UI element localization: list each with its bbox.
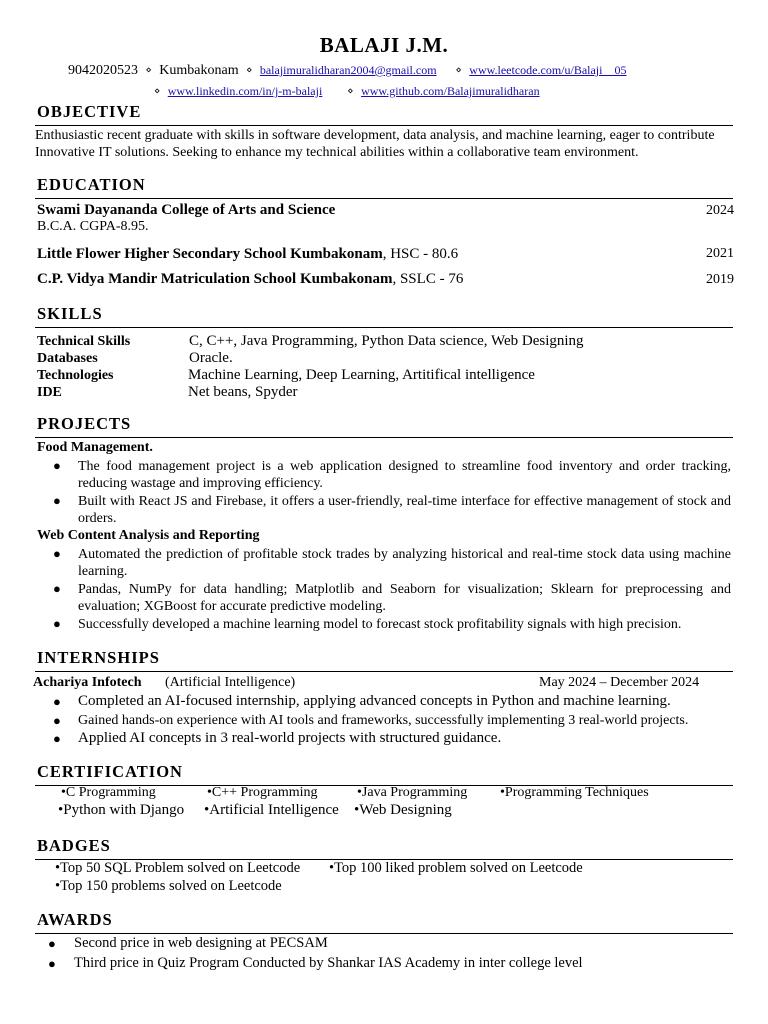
bullet-icon: ●: [53, 458, 61, 473]
section-divider: [35, 125, 733, 126]
award-item: Third price in Quiz Program Conducted by Shankar IAS Academy in inter college level: [74, 955, 583, 971]
contact-line-2: [150, 84, 540, 100]
diamond-separator-icon: ⋄: [154, 86, 161, 97]
skill-label: IDE: [37, 385, 62, 400]
candidate-name: BALAJI J.M.: [319, 33, 449, 57]
diamond-separator-icon: ⋄: [347, 86, 354, 97]
certification-item: •Python with Django: [58, 802, 185, 818]
section-divider: [35, 437, 733, 438]
section-title-objective: OBJECTIVE: [37, 102, 142, 121]
certification-item: •Artificial Intelligence: [204, 802, 339, 818]
leetcode-link[interactable]: www.leetcode.com/u/Balaji__05: [469, 63, 627, 77]
bullet-icon: ●: [53, 616, 61, 631]
education-year: 2021: [706, 246, 734, 261]
school-name: Swami Dayananda College of Arts and Science: [37, 202, 336, 218]
section-title-awards: AWARDS: [37, 910, 113, 929]
project-bullet: Automated the prediction of profitable stock trades by analyzing historical and real-time stock data using machine learning.: [78, 547, 731, 579]
badge-item: •Top 50 SQL Problem solved on Leetcode: [55, 860, 301, 876]
skill-value: Machine Learning, Deep Learning, Artitifical intelligence: [188, 367, 535, 383]
bullet-icon: ●: [48, 956, 56, 971]
diamond-separator-icon: ⋄: [455, 65, 462, 76]
section-title-projects: PROJECTS: [37, 414, 132, 433]
internship-company: Achariya Infotech: [33, 675, 142, 690]
diamond-separator-icon: ⋄: [145, 65, 152, 76]
bullet-icon: ●: [53, 493, 61, 508]
skill-label: Databases: [37, 351, 98, 366]
school-name: C.P. Vidya Mandir Matriculation School Kumbakonam: [37, 271, 393, 287]
section-divider: [35, 198, 733, 199]
bullet-icon: ●: [53, 546, 61, 561]
school-detail: , SSLC - 76: [392, 271, 464, 287]
internship-dates: May 2024 – December 2024: [539, 675, 700, 690]
diamond-separator-icon: ⋄: [246, 65, 253, 76]
skill-value: Oracle.: [189, 350, 233, 366]
award-item: Second price in web designing at PECSAM: [74, 935, 328, 951]
internship-bullet: Applied AI concepts in 3 real-world projects with structured guidance.: [78, 730, 502, 746]
bullet-icon: ●: [53, 731, 61, 746]
section-title-skills: SKILLS: [37, 304, 103, 323]
section-title-badges: BADGES: [37, 836, 111, 855]
section-divider: [35, 327, 733, 328]
education-year: 2024: [706, 203, 734, 218]
objective-text: Enthusiastic recent graduate with skills in software development, data analysis, and machine learning, eager to contribute Innovative IT solutions. Seeking to enhance my technical abilities within a collaborative team environment.: [35, 128, 715, 160]
linkedin-link[interactable]: www.linkedin.com/in/j-m-balaji: [167, 84, 323, 98]
internship-role: (Artificial Intelligence): [165, 675, 296, 690]
internship-bullet: Completed an AI-focused internship, applying advanced concepts in Python and machine learning.: [78, 693, 671, 709]
project-bullet: Built with React JS and Firebase, it offers a user-friendly, real-time interface for effective management of stock and orders.: [78, 494, 731, 526]
phone-number: 9042020523: [68, 63, 138, 78]
bullet-icon: ●: [53, 694, 61, 709]
project-bullet: Pandas, NumPy for data handling; Matplotlib and Seaborn for visualization; Sklearn for preprocessing and evaluation; XGBoost for accurate predictive modeling.: [78, 582, 731, 614]
certification-item: •C Programming: [61, 785, 156, 800]
bullet-icon: ●: [48, 936, 56, 951]
internship-bullet: Gained hands-on experience with AI tools and frameworks, successfully implementing 3 real-world projects.: [78, 713, 689, 728]
certification-item: •C++ Programming: [207, 785, 318, 800]
school-detail: , HSC - 80.6: [382, 246, 459, 262]
badge-item: •Top 150 problems solved on Leetcode: [55, 878, 282, 894]
bullet-icon: ●: [53, 581, 61, 596]
education-entry: [37, 246, 458, 263]
skill-label: Technical Skills: [37, 334, 131, 349]
degree-detail: B.C.A. CGPA-8.95.: [37, 219, 149, 234]
project-bullet: Successfully developed a machine learning model to forecast stock profitability signals with high precision.: [78, 617, 682, 632]
section-divider: [35, 933, 733, 934]
contact-line-1: [68, 63, 626, 79]
section-title-internships: INTERNSHIPS: [37, 648, 160, 667]
email-link[interactable]: balajimuralidharan2004@gmail.com: [259, 63, 437, 77]
skill-label: Technologies: [37, 368, 114, 383]
project-bullet: The food management project is a web application designed to streamline food inventory and order tracking, reducing wastage and improving efficiency.: [78, 459, 731, 491]
section-divider: [35, 671, 733, 672]
project-name: Web Content Analysis and Reporting: [37, 528, 260, 543]
certification-item: •Web Designing: [354, 802, 452, 818]
section-title-education: EDUCATION: [37, 175, 146, 194]
location: Kumbakonam: [159, 63, 239, 78]
skill-value: C, C++, Java Programming, Python Data science, Web Designing: [189, 333, 584, 349]
bullet-icon: ●: [53, 713, 61, 728]
certification-item: •Java Programming: [357, 785, 468, 800]
badge-item: •Top 100 liked problem solved on Leetcode: [329, 860, 583, 876]
github-link[interactable]: www.github.com/Balajimuralidharan: [361, 84, 540, 98]
education-entry: [37, 202, 335, 219]
certification-item: •Programming Techniques: [500, 785, 649, 800]
project-name: Food Management.: [37, 440, 153, 455]
education-year: 2019: [706, 272, 734, 287]
skill-value: Net beans, Spyder: [188, 384, 298, 400]
school-name: Little Flower Higher Secondary School Kumbakonam: [37, 246, 383, 262]
section-title-certification: CERTIFICATION: [37, 762, 183, 781]
education-entry: [37, 271, 463, 288]
